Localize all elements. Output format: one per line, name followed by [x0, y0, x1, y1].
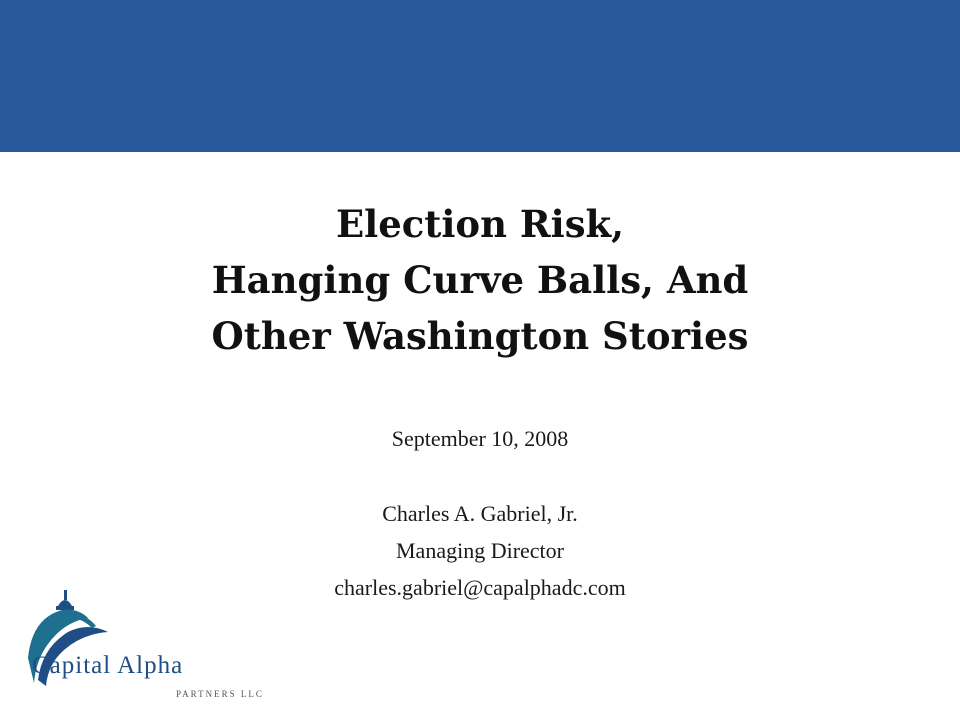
company-logo-subtitle: PARTNERS LLC: [176, 689, 264, 699]
header-banner: [0, 0, 960, 152]
presentation-date: September 10, 2008: [391, 426, 569, 451]
title-line-1: Election Risk,: [335, 202, 625, 246]
presenter-name: Charles A. Gabriel, Jr.: [382, 501, 578, 526]
presenter-role: Managing Director: [396, 538, 564, 563]
presenter-email: charles.gabriel@capalphadc.com: [334, 575, 626, 600]
slide-title: [0, 196, 960, 364]
title-line-2: Hanging Curve Balls, And: [211, 258, 749, 302]
company-logo-wordmark: Capital Alpha: [32, 652, 184, 679]
title-line-3: Other Washington Stories: [211, 314, 749, 358]
